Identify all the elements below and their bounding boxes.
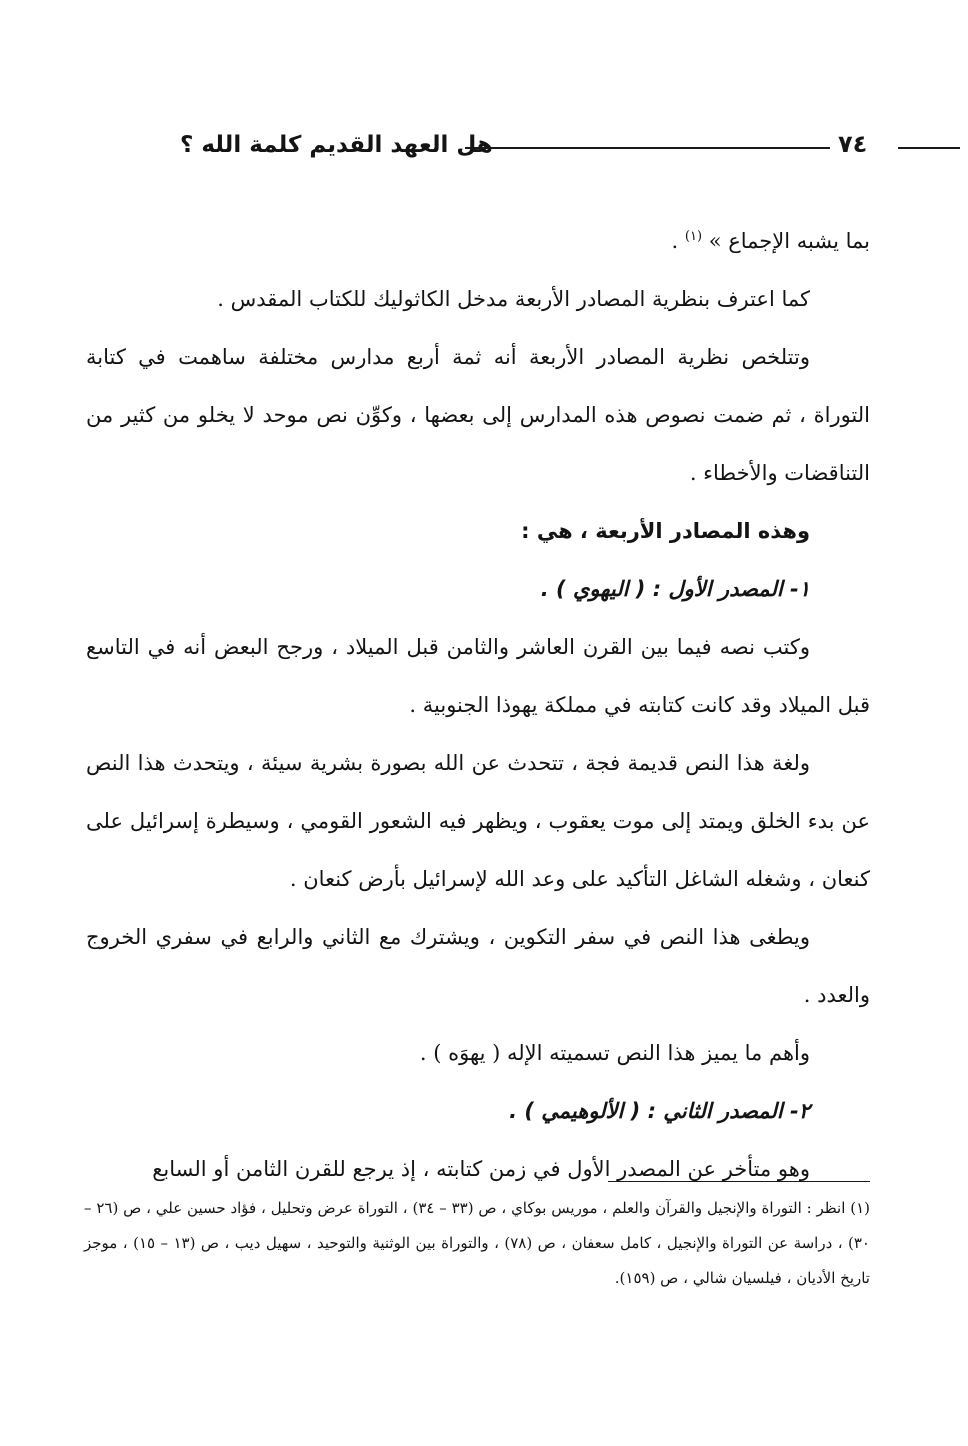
paragraph-end: .	[671, 229, 685, 253]
header-rule	[465, 147, 830, 149]
footnote: (١) انظر : التوراة والإنجيل والقرآن والعلم ، موريس بوكاي ، ص (٣٣ – ٣٤) ، التوراة عرض وتحليل ، فؤاد حسين علي ، ص (٢٦ – ٣٠) ، دراسة عن التوراة والإنجيل ، كامل سعفان ، ص (٧٨) ، والتوراة بين الوثنية والتوحيد ، سهيل ديب ، ص (١٣ – ١٥) ، موجز تاريخ الأديان ، فيلسيان شالي ، ص (١٥٩).	[84, 1199, 870, 1287]
paragraph: وكتب نصه فيما بين القرن العاشر والثامن قبل الميلاد ، ورجح البعض أنه في التاسع قبل الميلاد وقد كانت كتابته في مملكة يهوذا الجنوبية .	[86, 635, 870, 717]
paragraph: ويطغى هذا النص في سفر التكوين ، ويشترك مع الثاني والرابع في سفري الخروج والعدد .	[86, 925, 870, 1007]
section-heading-1: ١- المصدر الأول : ( اليهوي ) .	[540, 577, 810, 601]
paragraph: وتتلخص نظرية المصادر الأربعة أنه ثمة أربع مدارس مختلفة ساهمت في كتابة التوراة ، ثم ضمت نصوص هذه المدارس إلى بعضها ، وكوِّن نص موحد لا يخلو من كثير من التناقضات والأخطاء .	[86, 345, 870, 485]
paragraph: كما اعترف بنظرية المصادر الأربعة مدخل الكاثوليك للكتاب المقدس .	[217, 287, 810, 311]
header-rule-right	[898, 147, 960, 149]
paragraph: وأهم ما يميز هذا النص تسميته الإله ( يهوَه ) .	[419, 1041, 810, 1065]
paragraph-text: بما يشبه الإجماع »	[708, 229, 870, 253]
running-title: هل العهد القديم كلمة الله ؟	[180, 132, 493, 158]
paragraph: ولغة هذا النص قديمة فجة ، تتحدث عن الله بصورة بشرية سيئة ، ويتحدث هذا النص عن بدء الخلق ويمتد إلى موت يعقوب ، ويظهر فيه الشعور القومي ، وسيطرة إسرائيل على كنعان ، وشغله الشاغل التأكيد على وعد الله لإسرائيل بأرض كنعان .	[86, 751, 870, 891]
footnote-separator	[608, 1181, 870, 1182]
footnote-marker: (١)	[684, 229, 703, 244]
running-header	[90, 128, 868, 168]
paragraph: وهو متأخر عن المصدر الأول في زمن كتابته ، إذ يرجع للقرن الثامن أو السابع	[152, 1157, 810, 1181]
paragraph-continuation	[86, 212, 870, 270]
section-intro: وهذه المصادر الأربعة ، هي :	[521, 519, 810, 543]
page-number: ٧٤	[838, 130, 868, 158]
section-heading-2: ٢- المصدر الثاني : ( الألوهيمي ) .	[509, 1099, 810, 1123]
main-text	[86, 212, 870, 1198]
